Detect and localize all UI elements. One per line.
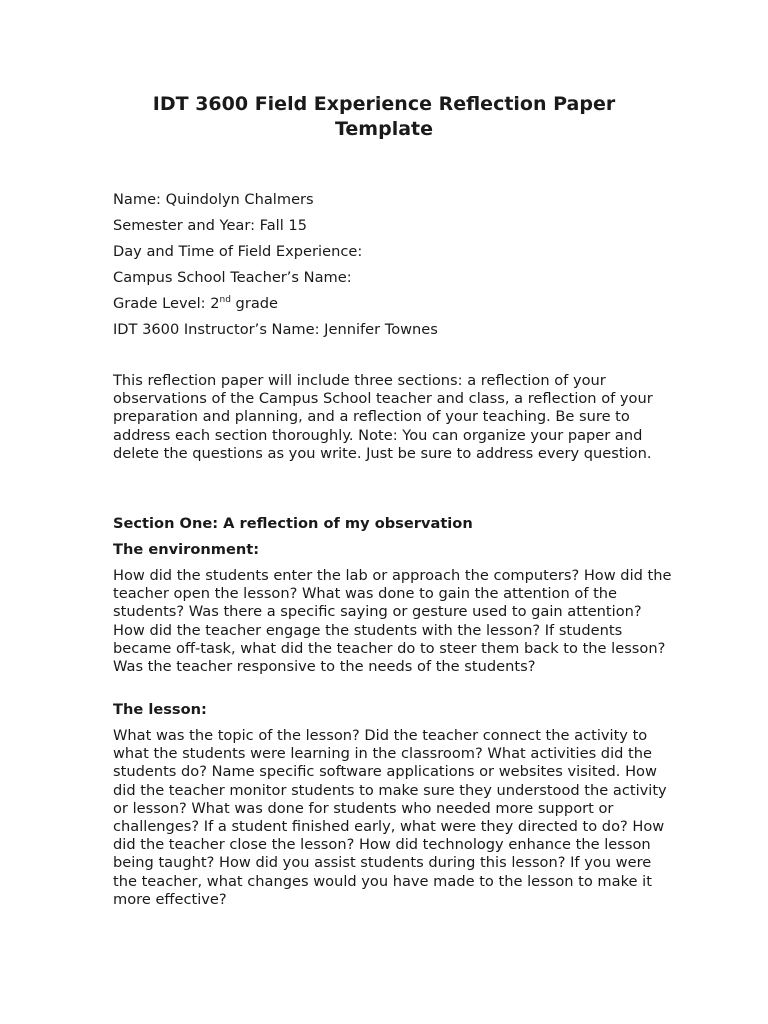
grade-level-prefix: Grade Level: 2 — [113, 295, 220, 312]
grade-level-suffix: grade — [230, 295, 279, 312]
lesson-paragraph: What was the topic of the lesson? Did the teacher connect the activity to what the students were learning in the classroom? What activities did the students do? Name specific software applications or websites visited. How did the teacher monitor students to make sure they understood the activity or lesson? What was done for students who needed more support or challenges? If a student finished early, what were they directed to do? How did the teacher close the lesson? How did technology enhance the lesson being taught? How did you assist students during this lesson? If you were the teacher, what changes would you have made to the lesson to make it more effective? — [113, 727, 667, 908]
environment-paragraph: How did the students enter the lab or approach the computers? How did the teacher open the lesson? What was done to gain the attention of the students? Was there a specific saying or gesture used to gain attention? How did the teacher engage the students with the lesson? If students became off-task, what did the teacher do to steer them back to the lesson? Was the teacher responsive to the needs of the students? — [113, 567, 672, 676]
title-line-1: IDT 3600 Field Experience Reflection Paper — [152, 93, 616, 115]
intro-paragraph: This reflection paper will include three sections: a reflection of your observations of the Campus School teacher and class, a reflection of your preparation and planning, and a reflection of your teaching. Be sure to address each section thoroughly. Note: You can organize your paper and delete the questions as you write. Just be sure to address every question. — [113, 372, 653, 462]
grade-level-field — [113, 295, 278, 313]
name-field: Name: Quindolyn Chalmers — [113, 191, 314, 208]
document-title — [100, 92, 668, 142]
title-line-2: Template — [334, 118, 434, 140]
teacher-name-field: Campus School Teacher’s Name: — [113, 269, 352, 286]
grade-level-ordinal: nd — [219, 295, 231, 306]
lesson-heading: The lesson: — [113, 701, 207, 718]
environment-heading: The environment: — [113, 541, 260, 558]
day-time-field: Day and Time of Field Experience: — [113, 243, 363, 260]
semester-field: Semester and Year: Fall 15 — [113, 217, 307, 234]
instructor-field: IDT 3600 Instructor’s Name: Jennifer Townes — [113, 321, 438, 338]
section-one-heading: Section One: A reflection of my observation — [113, 515, 473, 532]
